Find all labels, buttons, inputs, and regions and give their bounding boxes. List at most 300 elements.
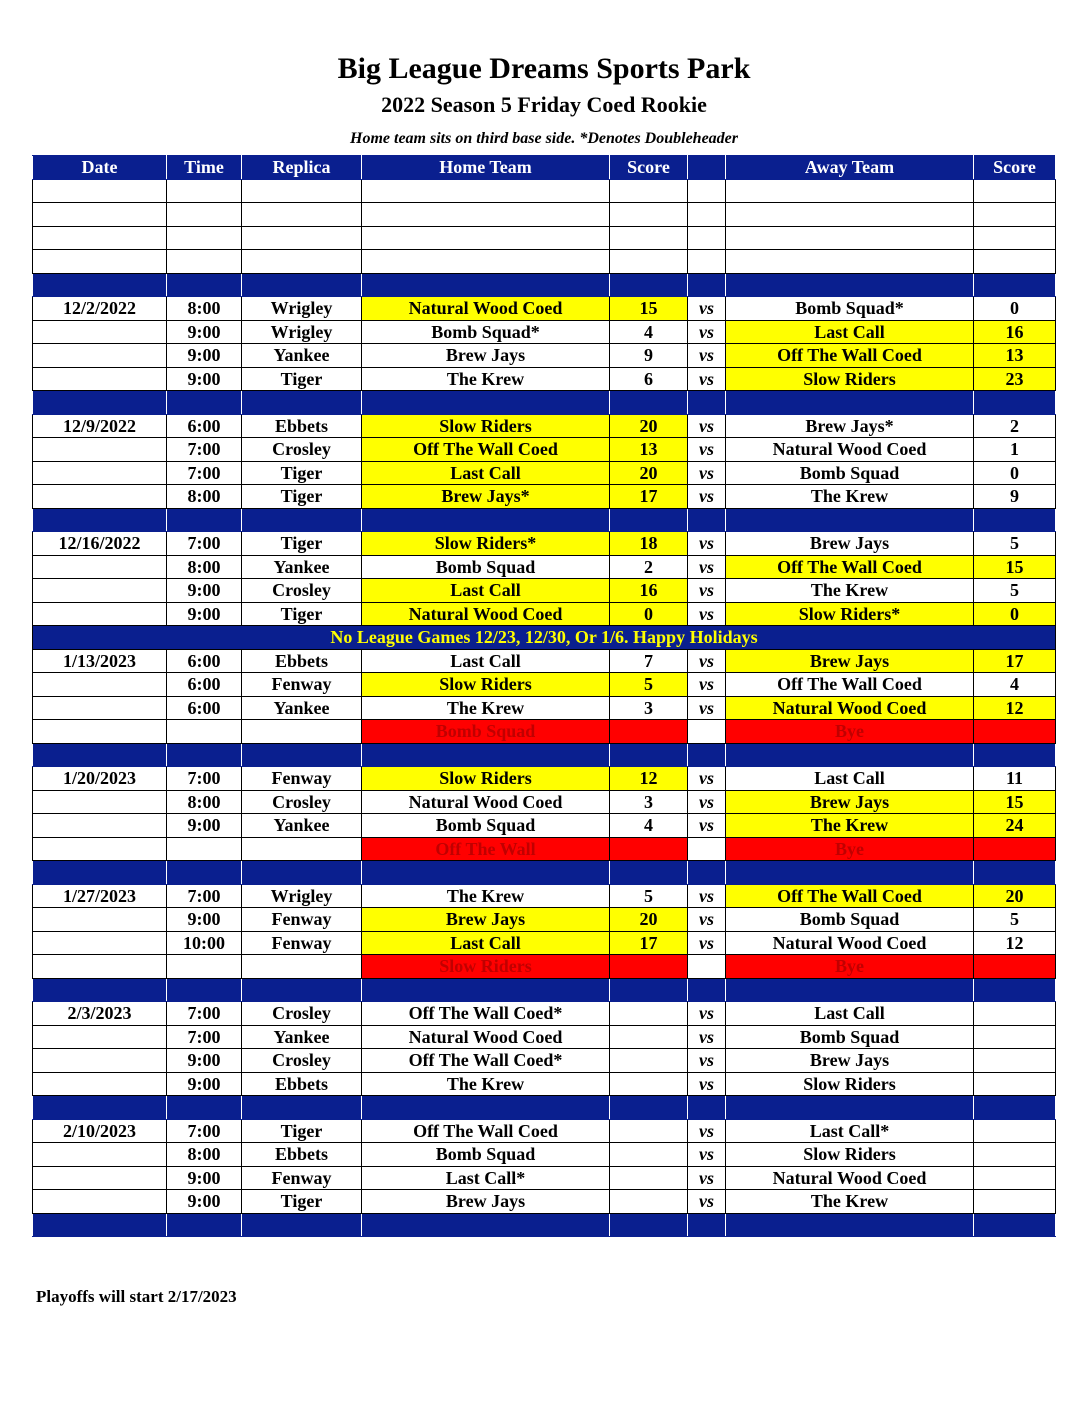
- separator-cell: [688, 273, 726, 297]
- separator-cell: [362, 978, 610, 1002]
- separator-cell: [242, 273, 362, 297]
- separator-cell: [362, 861, 610, 885]
- blank-cell: [362, 250, 610, 274]
- blank-cell: [362, 179, 610, 203]
- away-team-cell: Last Call: [726, 320, 974, 344]
- blank-cell: [362, 226, 610, 250]
- blank-cell: [688, 179, 726, 203]
- home-score-cell: [610, 1049, 688, 1073]
- page-note: Home team sits on third base side. *Denotes Doubleheader: [350, 130, 738, 147]
- vs-cell: vs: [688, 1002, 726, 1026]
- home-score-cell: [610, 1190, 688, 1214]
- home-team-cell: Brew Jays: [362, 908, 610, 932]
- col-header-home-team: Home Team: [362, 156, 610, 180]
- replica-cell: Yankee: [242, 555, 362, 579]
- time-cell: 8:00: [167, 1143, 242, 1167]
- bye-team: Off The Wall: [362, 837, 610, 861]
- game-row: [33, 767, 1056, 791]
- game-row: [33, 414, 1056, 438]
- away-team-cell: Last Call: [726, 1002, 974, 1026]
- game-row: [33, 908, 1056, 932]
- home-score-cell: 4: [610, 814, 688, 838]
- vs-cell: vs: [688, 767, 726, 791]
- separator-cell: [610, 743, 688, 767]
- blank-row: [33, 179, 1056, 203]
- game-row: [33, 1190, 1056, 1214]
- blank-cell: [610, 203, 688, 227]
- time-cell: 7:00: [167, 767, 242, 791]
- home-score-cell: 5: [610, 884, 688, 908]
- away-score-cell: 12: [974, 696, 1056, 720]
- vs-cell: vs: [688, 1143, 726, 1167]
- blank-cell: [167, 250, 242, 274]
- home-score-cell: 4: [610, 320, 688, 344]
- blank-cell: [974, 226, 1056, 250]
- home-score-cell: [610, 720, 688, 744]
- date-cell: [33, 602, 167, 626]
- home-score-cell: 20: [610, 461, 688, 485]
- away-score-cell: 15: [974, 790, 1056, 814]
- home-score-cell: 6: [610, 367, 688, 391]
- blank-cell: [167, 203, 242, 227]
- replica-cell: Wrigley: [242, 320, 362, 344]
- notice-text: No League Games 12/23, 12/30, Or 1/6. Happy Holidays: [33, 626, 1056, 650]
- blank-cell: [362, 203, 610, 227]
- away-team-cell: Bomb Squad: [726, 908, 974, 932]
- separator-cell: [726, 1096, 974, 1120]
- separator-row: [33, 391, 1056, 415]
- replica-cell: Ebbets: [242, 1143, 362, 1167]
- replica-cell: Yankee: [242, 344, 362, 368]
- separator-cell: [688, 743, 726, 767]
- blank-cell: [33, 179, 167, 203]
- replica-cell: Wrigley: [242, 884, 362, 908]
- separator-cell: [242, 391, 362, 415]
- date-cell: [33, 931, 167, 955]
- separator-cell: [726, 391, 974, 415]
- date-cell: [33, 908, 167, 932]
- date-cell: [33, 673, 167, 697]
- date-cell: [33, 837, 167, 861]
- vs-cell: vs: [688, 673, 726, 697]
- away-score-cell: 16: [974, 320, 1056, 344]
- away-team-cell: Bomb Squad: [726, 1025, 974, 1049]
- date-cell: [33, 955, 167, 979]
- vs-cell: vs: [688, 790, 726, 814]
- game-row: [33, 485, 1056, 509]
- time-cell: 9:00: [167, 814, 242, 838]
- bye-row: [33, 837, 1056, 861]
- replica-cell: Fenway: [242, 673, 362, 697]
- date-cell: [33, 461, 167, 485]
- separator-cell: [33, 391, 167, 415]
- separator-cell: [688, 508, 726, 532]
- game-row: [33, 673, 1056, 697]
- home-score-cell: 0: [610, 602, 688, 626]
- away-team-cell: The Krew: [726, 1190, 974, 1214]
- date-cell: 12/9/2022: [33, 414, 167, 438]
- home-score-cell: [610, 1025, 688, 1049]
- home-team-cell: Off The Wall Coed*: [362, 1002, 610, 1026]
- home-team-cell: Last Call: [362, 579, 610, 603]
- separator-cell: [242, 861, 362, 885]
- blank-cell: [726, 250, 974, 274]
- separator-cell: [688, 861, 726, 885]
- date-cell: [33, 344, 167, 368]
- time-cell: 7:00: [167, 532, 242, 556]
- away-score-cell: 2: [974, 414, 1056, 438]
- away-score-cell: [974, 1190, 1056, 1214]
- blank-cell: [688, 250, 726, 274]
- away-team-cell: Brew Jays*: [726, 414, 974, 438]
- vs-cell: vs: [688, 1119, 726, 1143]
- away-score-cell: 0: [974, 297, 1056, 321]
- blank-cell: [242, 226, 362, 250]
- blank-cell: [610, 226, 688, 250]
- date-cell: 1/20/2023: [33, 767, 167, 791]
- away-team-cell: Last Call*: [726, 1119, 974, 1143]
- vs-cell: vs: [688, 1166, 726, 1190]
- replica-cell: Crosley: [242, 438, 362, 462]
- home-score-cell: 3: [610, 696, 688, 720]
- bye-team: Slow Riders: [362, 955, 610, 979]
- separator-cell: [33, 273, 167, 297]
- time-cell: 8:00: [167, 555, 242, 579]
- game-row: [33, 1143, 1056, 1167]
- vs-cell: vs: [688, 1190, 726, 1214]
- replica-cell: [242, 837, 362, 861]
- separator-cell: [33, 1096, 167, 1120]
- vs-cell: vs: [688, 320, 726, 344]
- home-team-cell: Last Call: [362, 649, 610, 673]
- replica-cell: Ebbets: [242, 414, 362, 438]
- game-row: [33, 790, 1056, 814]
- home-team-cell: Off The Wall Coed: [362, 1119, 610, 1143]
- home-team-cell: Last Call: [362, 931, 610, 955]
- away-team-cell: Off The Wall Coed: [726, 673, 974, 697]
- home-team-cell: Last Call*: [362, 1166, 610, 1190]
- separator-cell: [974, 391, 1056, 415]
- bye-row: [33, 955, 1056, 979]
- vs-cell: vs: [688, 931, 726, 955]
- home-team-cell: Slow Riders: [362, 414, 610, 438]
- separator-cell: [974, 861, 1056, 885]
- separator-cell: [688, 978, 726, 1002]
- blank-cell: [688, 226, 726, 250]
- page-title: Big League Dreams Sports Park: [337, 52, 751, 85]
- time-cell: [167, 720, 242, 744]
- notice-row: [33, 626, 1056, 650]
- game-row: [33, 1119, 1056, 1143]
- home-team-cell: Natural Wood Coed: [362, 1025, 610, 1049]
- home-team-cell: Brew Jays*: [362, 485, 610, 509]
- separator-cell: [726, 978, 974, 1002]
- time-cell: 6:00: [167, 414, 242, 438]
- home-score-cell: 12: [610, 767, 688, 791]
- vs-cell: vs: [688, 414, 726, 438]
- separator-cell: [610, 978, 688, 1002]
- time-cell: 9:00: [167, 1049, 242, 1073]
- date-cell: [33, 485, 167, 509]
- away-team-cell: Natural Wood Coed: [726, 1166, 974, 1190]
- game-row: [33, 931, 1056, 955]
- home-score-cell: 20: [610, 908, 688, 932]
- blank-cell: [242, 179, 362, 203]
- separator-cell: [610, 861, 688, 885]
- away-score-cell: 0: [974, 602, 1056, 626]
- vs-cell: vs: [688, 555, 726, 579]
- home-team-cell: Natural Wood Coed: [362, 602, 610, 626]
- date-cell: 2/3/2023: [33, 1002, 167, 1026]
- blank-cell: [242, 250, 362, 274]
- away-team-cell: Slow Riders: [726, 1143, 974, 1167]
- time-cell: 9:00: [167, 908, 242, 932]
- away-score-cell: 23: [974, 367, 1056, 391]
- blank-cell: [33, 250, 167, 274]
- away-score-cell: [974, 1025, 1056, 1049]
- home-score-cell: [610, 1072, 688, 1096]
- col-header-date: Date: [33, 156, 167, 180]
- home-team-cell: Slow Riders*: [362, 532, 610, 556]
- blank-cell: [726, 203, 974, 227]
- separator-row: [33, 861, 1056, 885]
- replica-cell: Tiger: [242, 461, 362, 485]
- date-cell: 2/10/2023: [33, 1119, 167, 1143]
- separator-cell: [362, 391, 610, 415]
- away-team-cell: Brew Jays: [726, 790, 974, 814]
- separator-cell: [688, 1213, 726, 1237]
- separator-cell: [242, 1096, 362, 1120]
- replica-cell: Wrigley: [242, 297, 362, 321]
- away-score-cell: [974, 1119, 1056, 1143]
- home-score-cell: [610, 1143, 688, 1167]
- home-score-cell: [610, 1166, 688, 1190]
- home-score-cell: 17: [610, 931, 688, 955]
- date-cell: 12/16/2022: [33, 532, 167, 556]
- away-score-cell: [974, 1049, 1056, 1073]
- home-team-cell: Off The Wall Coed: [362, 438, 610, 462]
- time-cell: [167, 955, 242, 979]
- separator-cell: [974, 508, 1056, 532]
- blank-cell: [688, 203, 726, 227]
- separator-row: [33, 273, 1056, 297]
- away-score-cell: 0: [974, 461, 1056, 485]
- separator-cell: [610, 273, 688, 297]
- vs-cell: vs: [688, 1072, 726, 1096]
- date-cell: [33, 1166, 167, 1190]
- away-team-cell: Natural Wood Coed: [726, 696, 974, 720]
- home-team-cell: Brew Jays: [362, 344, 610, 368]
- replica-cell: Tiger: [242, 367, 362, 391]
- date-cell: 1/13/2023: [33, 649, 167, 673]
- vs-cell: vs: [688, 884, 726, 908]
- separator-cell: [974, 1213, 1056, 1237]
- home-team-cell: Brew Jays: [362, 1190, 610, 1214]
- date-cell: [33, 367, 167, 391]
- home-score-cell: 17: [610, 485, 688, 509]
- replica-cell: [242, 955, 362, 979]
- blank-cell: [974, 203, 1056, 227]
- game-row: [33, 814, 1056, 838]
- vs-cell: vs: [688, 814, 726, 838]
- home-team-cell: Last Call: [362, 461, 610, 485]
- blank-cell: [33, 226, 167, 250]
- vs-cell: [688, 837, 726, 861]
- away-score-cell: [974, 1002, 1056, 1026]
- time-cell: 7:00: [167, 884, 242, 908]
- separator-row: [33, 1096, 1056, 1120]
- home-team-cell: The Krew: [362, 367, 610, 391]
- home-team-cell: The Krew: [362, 1072, 610, 1096]
- col-header-away-team: Away Team: [726, 156, 974, 180]
- date-cell: [33, 320, 167, 344]
- separator-row: [33, 743, 1056, 767]
- vs-cell: vs: [688, 602, 726, 626]
- separator-cell: [362, 508, 610, 532]
- date-cell: [33, 814, 167, 838]
- home-team-cell: Bomb Squad: [362, 555, 610, 579]
- date-cell: [33, 1025, 167, 1049]
- date-cell: [33, 555, 167, 579]
- time-cell: 6:00: [167, 649, 242, 673]
- vs-cell: vs: [688, 579, 726, 603]
- time-cell: 10:00: [167, 931, 242, 955]
- separator-cell: [610, 1213, 688, 1237]
- away-team-cell: Off The Wall Coed: [726, 555, 974, 579]
- game-row: [33, 461, 1056, 485]
- separator-cell: [726, 273, 974, 297]
- home-team-cell: Bomb Squad: [362, 1143, 610, 1167]
- away-score-cell: 11: [974, 767, 1056, 791]
- blank-cell: [726, 179, 974, 203]
- blank-cell: [610, 179, 688, 203]
- col-header-vs: [688, 156, 726, 180]
- replica-cell: Fenway: [242, 1166, 362, 1190]
- replica-cell: Crosley: [242, 1049, 362, 1073]
- separator-cell: [726, 861, 974, 885]
- separator-cell: [688, 391, 726, 415]
- date-cell: [33, 1049, 167, 1073]
- separator-cell: [974, 1096, 1056, 1120]
- separator-row: [33, 1213, 1056, 1237]
- date-cell: [33, 696, 167, 720]
- date-cell: [33, 438, 167, 462]
- col-header-away-score: Score: [974, 156, 1056, 180]
- separator-cell: [33, 978, 167, 1002]
- vs-cell: vs: [688, 461, 726, 485]
- time-cell: 9:00: [167, 344, 242, 368]
- game-row: [33, 1025, 1056, 1049]
- home-score-cell: 20: [610, 414, 688, 438]
- home-score-cell: 9: [610, 344, 688, 368]
- away-team-cell: Off The Wall Coed: [726, 344, 974, 368]
- separator-cell: [362, 1096, 610, 1120]
- away-score-cell: 17: [974, 649, 1056, 673]
- away-team-cell: Brew Jays: [726, 532, 974, 556]
- date-cell: 1/27/2023: [33, 884, 167, 908]
- away-score-cell: 12: [974, 931, 1056, 955]
- separator-cell: [610, 391, 688, 415]
- time-cell: 8:00: [167, 297, 242, 321]
- home-score-cell: [610, 1119, 688, 1143]
- separator-cell: [33, 861, 167, 885]
- separator-cell: [33, 743, 167, 767]
- time-cell: 7:00: [167, 1002, 242, 1026]
- date-cell: [33, 1190, 167, 1214]
- separator-row: [33, 978, 1056, 1002]
- time-cell: [167, 837, 242, 861]
- blank-row: [33, 250, 1056, 274]
- away-team-cell: Natural Wood Coed: [726, 438, 974, 462]
- time-cell: 7:00: [167, 1119, 242, 1143]
- separator-cell: [167, 508, 242, 532]
- blank-cell: [242, 203, 362, 227]
- home-score-cell: 5: [610, 673, 688, 697]
- home-team-cell: Bomb Squad: [362, 814, 610, 838]
- away-team-cell: Brew Jays: [726, 649, 974, 673]
- time-cell: 9:00: [167, 579, 242, 603]
- time-cell: 9:00: [167, 320, 242, 344]
- game-row: [33, 649, 1056, 673]
- away-team-cell: The Krew: [726, 485, 974, 509]
- separator-cell: [362, 273, 610, 297]
- vs-cell: [688, 955, 726, 979]
- game-row: [33, 602, 1056, 626]
- away-team-cell: The Krew: [726, 579, 974, 603]
- home-team-cell: Natural Wood Coed: [362, 297, 610, 321]
- vs-cell: vs: [688, 344, 726, 368]
- date-cell: [33, 790, 167, 814]
- col-header-replica: Replica: [242, 156, 362, 180]
- game-row: [33, 344, 1056, 368]
- time-cell: 7:00: [167, 1025, 242, 1049]
- bye-team: Bomb Squad: [362, 720, 610, 744]
- col-header-time: Time: [167, 156, 242, 180]
- home-score-cell: 3: [610, 790, 688, 814]
- separator-cell: [167, 861, 242, 885]
- separator-cell: [726, 508, 974, 532]
- separator-cell: [688, 1096, 726, 1120]
- vs-cell: vs: [688, 1049, 726, 1073]
- game-row: [33, 1166, 1056, 1190]
- replica-cell: Fenway: [242, 767, 362, 791]
- bye-row: [33, 720, 1056, 744]
- game-row: [33, 1049, 1056, 1073]
- bye-label: Bye: [726, 955, 974, 979]
- vs-cell: vs: [688, 297, 726, 321]
- home-score-cell: 16: [610, 579, 688, 603]
- date-cell: [33, 1143, 167, 1167]
- away-score-cell: 24: [974, 814, 1056, 838]
- blank-cell: [33, 203, 167, 227]
- separator-cell: [167, 391, 242, 415]
- time-cell: 9:00: [167, 1166, 242, 1190]
- away-team-cell: The Krew: [726, 814, 974, 838]
- replica-cell: Yankee: [242, 1025, 362, 1049]
- separator-cell: [362, 743, 610, 767]
- separator-cell: [974, 273, 1056, 297]
- separator-cell: [167, 978, 242, 1002]
- replica-cell: Ebbets: [242, 649, 362, 673]
- replica-cell: Crosley: [242, 1002, 362, 1026]
- blank-cell: [974, 250, 1056, 274]
- separator-cell: [974, 978, 1056, 1002]
- away-score-cell: [974, 837, 1056, 861]
- away-score-cell: 5: [974, 532, 1056, 556]
- game-row: [33, 367, 1056, 391]
- replica-cell: Yankee: [242, 696, 362, 720]
- away-score-cell: [974, 720, 1056, 744]
